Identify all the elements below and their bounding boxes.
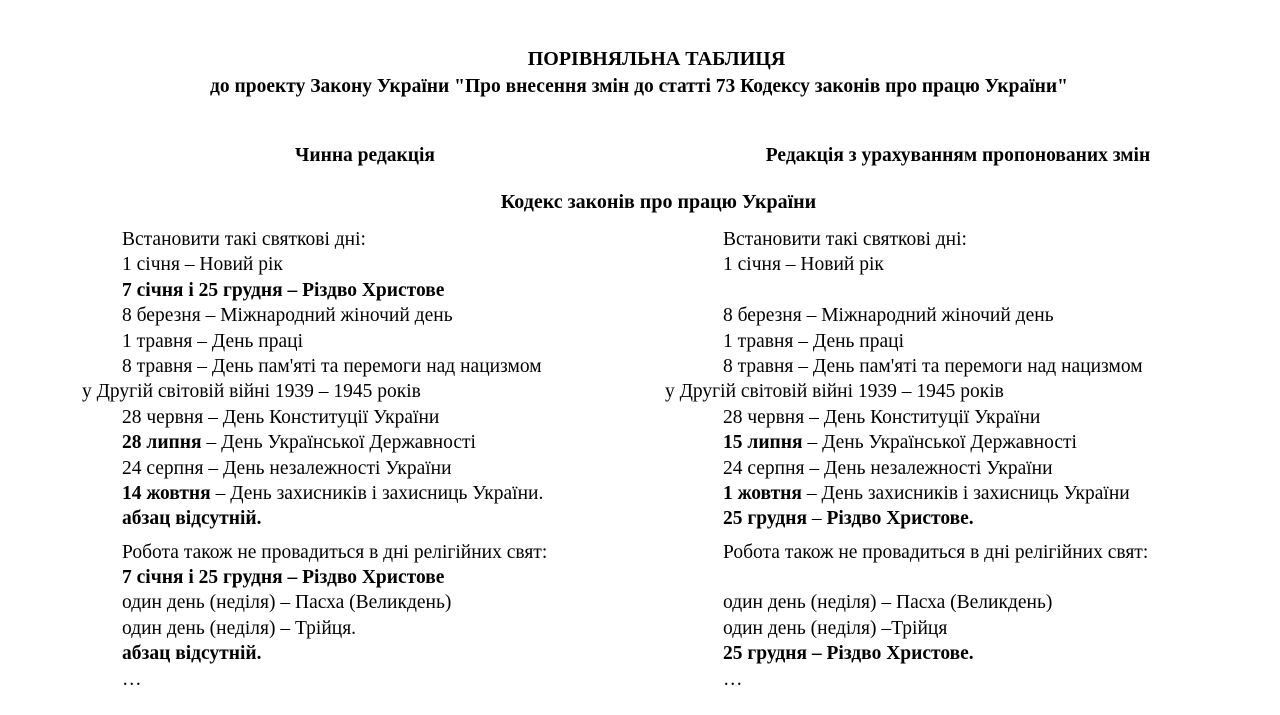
text-line [665, 481, 1235, 506]
text-segment: один день (неділя) – Трійця. [122, 617, 357, 639]
text-segment: – День Української Державності [802, 432, 1077, 454]
text-segment: Робота також не провадиться в дні релігійних свят: [723, 541, 1149, 563]
text-segment: один день (неділя) –Трійця [723, 617, 948, 639]
left-column-body [82, 227, 647, 692]
text-line [82, 227, 647, 252]
section-heading: Кодекс законів про працю України [500, 191, 817, 213]
text-segment: 24 серпня – День незалежності України [723, 457, 1053, 479]
text-line [82, 405, 647, 430]
text-segment: 28 червня – День Конституції України [122, 406, 440, 428]
text-line [665, 616, 1235, 641]
text-line [82, 667, 647, 692]
text-segment: 15 липня [723, 432, 803, 454]
text-segment: абзац відсутній. [122, 643, 262, 665]
text-line [82, 481, 647, 506]
text-line [82, 278, 647, 303]
text-segment: один день (неділя) – Пасха (Великдень) [723, 592, 1053, 614]
text-segment: 14 жовтня [122, 482, 211, 504]
text-segment: … [723, 668, 743, 690]
text-segment: 8 травня – День пам'яті та перемоги над нацизмом [122, 355, 542, 377]
text-line [82, 354, 647, 379]
text-segment: 28 червня – День Конституції України [723, 406, 1041, 428]
text-segment: 25 грудня – Різдво Христове. [723, 643, 974, 665]
text-segment: 7 січня і 25 грудня – Різдво Христове [122, 567, 445, 589]
text-line [665, 303, 1235, 328]
text-segment: – [807, 508, 827, 530]
text-line [665, 430, 1235, 455]
text-segment: у Другій світовій війні 1939 – 1945 років [665, 381, 1004, 403]
text-line [82, 616, 647, 641]
text-segment: 8 березня – Міжнародний жіночий день [122, 305, 453, 327]
text-segment: … [122, 668, 142, 690]
text-line [665, 252, 1235, 277]
text-segment: 24 серпня – День незалежності України [122, 457, 452, 479]
text-line [82, 540, 647, 565]
blank-line [665, 565, 1235, 590]
left-column-header: Чинна редакція [295, 145, 435, 166]
text-line [665, 456, 1235, 481]
right-column-body [665, 227, 1235, 692]
text-line [665, 379, 1235, 404]
text-segment: Робота також не провадиться в дні релігійних свят: [122, 541, 548, 563]
text-line [665, 667, 1235, 692]
text-segment: 1 січня – Новий рік [723, 254, 884, 276]
text-line [82, 329, 647, 354]
text-segment: – День захисників і захисниць України [801, 482, 1130, 504]
text-segment: один день (неділя) – Пасха (Великдень) [122, 592, 452, 614]
text-segment: 1 жовтня [723, 482, 802, 504]
text-line [82, 303, 647, 328]
text-line [82, 506, 647, 531]
text-segment: 7 січня і 25 грудня – Різдво Христове [122, 279, 445, 301]
text-line [82, 430, 647, 455]
text-segment: – День захисників і захисниць України. [210, 482, 544, 504]
text-line [665, 354, 1235, 379]
document-title: ПОРІВНЯЛЬНА ТАБЛИЦЯ [527, 48, 786, 70]
text-line [665, 540, 1235, 565]
text-line [82, 565, 647, 590]
text-segment: 25 грудня [723, 508, 807, 530]
text-line [82, 641, 647, 666]
text-segment: 1 травня – День праці [723, 330, 904, 352]
blank-line [665, 278, 1235, 303]
text-line [665, 641, 1235, 666]
text-line [82, 456, 647, 481]
text-segment: у Другій світовій війні 1939 – 1945 років [82, 381, 421, 403]
text-segment: 1 травня – День праці [122, 330, 303, 352]
text-segment: – День Української Державності [201, 432, 476, 454]
text-segment: Встановити такі святкові дні: [723, 229, 967, 250]
text-line [665, 329, 1235, 354]
text-line [82, 590, 647, 615]
text-segment: 28 липня [122, 432, 202, 454]
text-line [82, 379, 647, 404]
text-line [665, 227, 1235, 252]
text-segment: 1 січня – Новий рік [122, 254, 283, 276]
right-column-header: Редакція з урахуванням пропонованих змін [765, 145, 1151, 166]
text-line [665, 590, 1235, 615]
text-segment: 8 березня – Міжнародний жіночий день [723, 305, 1054, 327]
text-segment: Встановити такі святкові дні: [122, 229, 366, 250]
document-subtitle: до проекту Закону України "Про внесення змін до статті 73 Кодексу законів про працю України" [210, 76, 1068, 97]
text-line [82, 252, 647, 277]
text-line [665, 405, 1235, 430]
text-segment: Різдво Христове. [826, 508, 974, 530]
text-line [665, 506, 1235, 531]
text-segment: 8 травня – День пам'яті та перемоги над нацизмом [723, 355, 1143, 377]
text-segment: абзац відсутній. [122, 508, 262, 530]
